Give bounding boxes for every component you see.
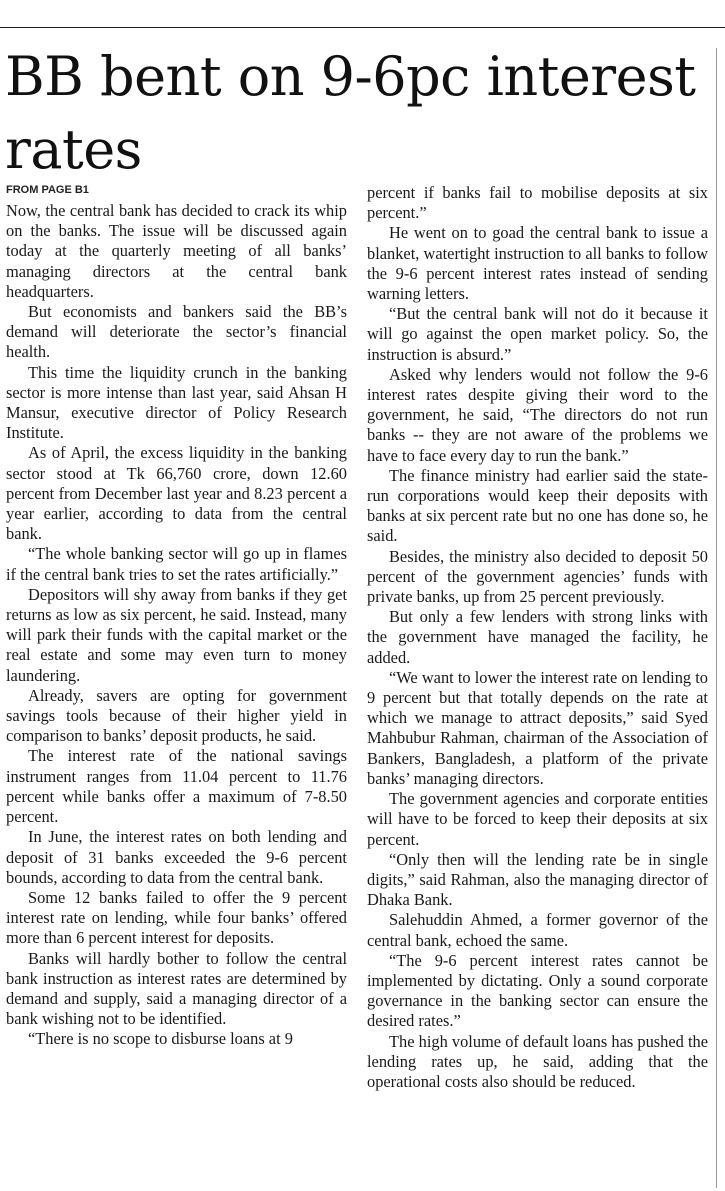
paragraph: Already, savers are opting for government savings tools because of their higher yield in comparison to banks’ deposit products, he said. xyxy=(6,685,347,746)
paragraph: “We want to lower the interest rate on lending to 9 percent but that totally depends on the rate at which we manage to attract deposits,” said Syed Mahbubur Rahman, chairman of the Association of Bankers, Bangladesh, a platform of the private banks’ managing directors. xyxy=(367,667,708,788)
top-divider xyxy=(0,27,725,28)
paragraph: In June, the interest rates on both lending and deposit of 31 banks exceeded the 9-6 percent bounds, according to data from the central bank. xyxy=(6,827,347,887)
paragraph: Some 12 banks failed to offer the 9 percent interest rate on lending, while four banks’ offered more than 6 percent interest for deposits. xyxy=(6,887,347,948)
paragraph: But economists and bankers said the BB’s demand will deteriorate the sector’s financial health. xyxy=(6,302,347,362)
paragraph: He went on to goad the central bank to issue a blanket, watertight instruction to all banks to follow the 9-6 percent interest rates instead of sending warning letters. xyxy=(367,223,708,304)
paragraph: The high volume of default loans has pushed the lending rates up, he said, adding that the operational costs also should be reduced. xyxy=(367,1031,708,1091)
cropped-previous-text xyxy=(0,0,725,5)
paragraph: “There is no scope to disburse loans at 9 xyxy=(28,1029,293,1049)
paragraph: Besides, the ministry also decided to deposit 50 percent of the government agencies’ funds with private banks, up from 25 percent previously. xyxy=(367,546,708,607)
paragraph: Asked why lenders would not follow the 9-6 interest rates despite giving their word to the government, he said, “The directors do not run banks -- they are not aware of the problems we have to face every day to run the bank.” xyxy=(367,364,708,465)
paragraph: “The 9-6 percent interest rates cannot be implemented by dictating. Only a sound corporate governance in the banking sector can ensure the desired rates.” xyxy=(367,950,708,1031)
paragraph: Banks will hardly bother to follow the central bank instruction as interest rates are determined by demand and supply, said a managing director of a bank wishing not to be identified. xyxy=(6,948,347,1029)
paragraph: The finance ministry had earlier said the state-run corporations would keep their deposits with banks at six percent rate but no one has done so, he said. xyxy=(367,465,708,546)
paragraph: This time the liquidity crunch in the banking sector is more intense than last year, said Ahsan H Mansur, executive director of Policy Research Institute. xyxy=(6,362,347,443)
paragraph: “But the central bank will not do it because it will go against the open market policy. So, the instruction is absurd.” xyxy=(367,304,708,364)
paragraph: As of April, the excess liquidity in the banking sector stood at Tk 66,760 crore, down 12.60 percent from December last year and 8.23 percent a year earlier, according to data from the central bank. xyxy=(6,443,347,544)
paragraph: “The whole banking sector will go up in flames if the central bank tries to set the rates artificially.” xyxy=(6,544,347,584)
continuation-kicker: FROM PAGE B1 xyxy=(6,184,89,196)
paragraph: Depositors will shy away from banks if they get returns as low as six percent, he said. Instead, many will park their funds with the capital market or the real estate and some may even turn to money laundering. xyxy=(6,584,347,685)
paragraph: “Only then will the lending rate be in single digits,” said Rahman, also the managing director of Dhaka Bank. xyxy=(367,849,708,910)
article-column-left xyxy=(6,201,347,1187)
paragraph: Salehuddin Ahmed, a former governor of the central bank, echoed the same. xyxy=(367,910,708,950)
paragraph: But only a few lenders with strong links with the government have managed the facility, he added. xyxy=(367,607,708,667)
article-column-right xyxy=(367,183,708,1187)
paragraph: The government agencies and corporate entities will have to be forced to keep their deposits at six percent. xyxy=(367,789,708,849)
headline: BB bent on 9-6pc interest rates xyxy=(5,45,696,181)
paragraph: percent if banks fail to mobilise deposits at six percent.” xyxy=(367,183,708,223)
paragraph: Now, the central bank has decided to crack its whip on the banks. The issue will be discussed again today at the quarterly meeting of all banks’ managing directors at the central bank headquarters. xyxy=(6,201,347,301)
paragraph: The interest rate of the national savings instrument ranges from 11.04 percent to 11.76 percent while banks offer a maximum of 7-8.50 percent. xyxy=(6,746,347,827)
column-edge-rule xyxy=(716,48,717,1188)
